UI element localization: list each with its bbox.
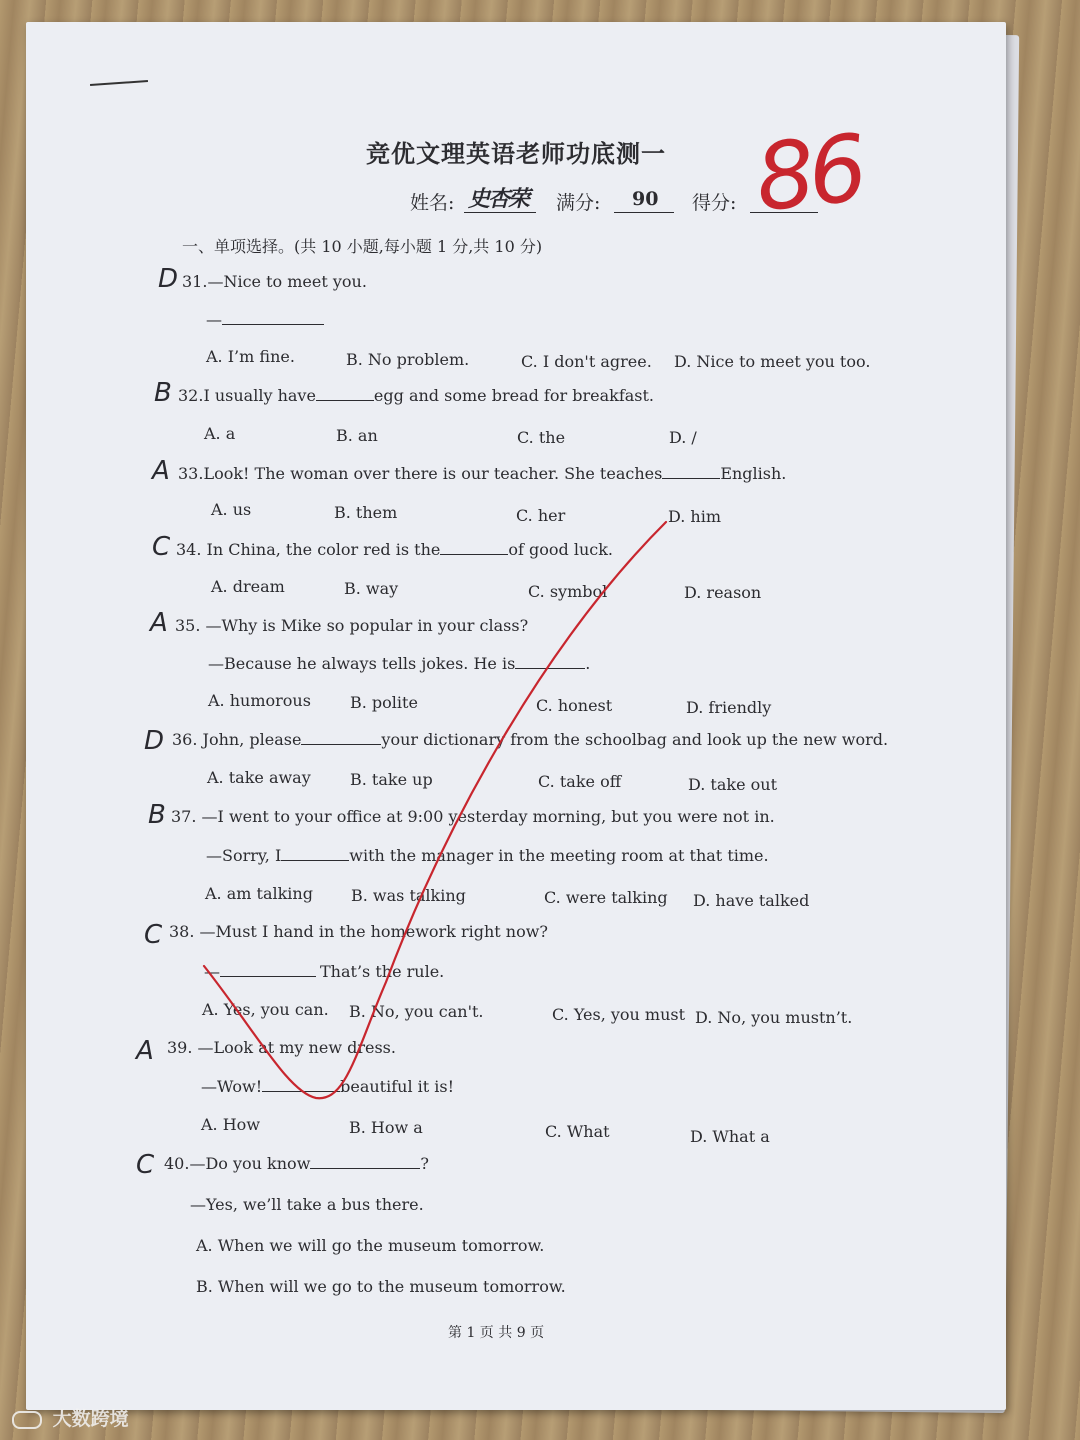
q39-option-b: B. How a xyxy=(349,1118,423,1137)
q38-option-b: B. No, you can't. xyxy=(349,1002,484,1021)
question-37-reply: —Sorry, I with the manager in the meeting room at that time. xyxy=(206,846,769,865)
name-label: 姓名: xyxy=(410,192,455,214)
q35-option-c: C. honest xyxy=(536,696,613,715)
q32-option-a: A. a xyxy=(204,424,236,443)
handwritten-name: 史杏荣 xyxy=(468,187,529,212)
handwritten-answer-38: C xyxy=(144,920,163,950)
q31-option-b: B. No problem. xyxy=(346,350,470,369)
q37-option-b: B. was talking xyxy=(351,886,466,905)
watermark-logo-icon xyxy=(12,1411,42,1429)
question-40-reply: —Yes, we’ll take a bus there. xyxy=(190,1195,424,1214)
q39-option-d: D. What a xyxy=(690,1127,770,1146)
q34-option-b: B. way xyxy=(344,579,399,598)
question-39-reply: —Wow! beautiful it is! xyxy=(201,1077,455,1096)
question-39-stem: 39. —Look at my new dress. xyxy=(167,1038,396,1057)
q33-option-c: C. her xyxy=(516,506,566,525)
section-heading: 一、单项选择。(共 10 小题,每小题 1 分,共 10 分) xyxy=(182,237,543,256)
handwritten-answer-31: D xyxy=(158,264,179,294)
q37-option-c: C. were talking xyxy=(544,888,668,907)
q37-option-d: D. have talked xyxy=(693,891,810,910)
q33-option-b: B. them xyxy=(334,503,398,522)
question-38-reply: — That’s the rule. xyxy=(204,962,445,981)
q31-option-a: A. I’m fine. xyxy=(206,347,295,366)
question-31-reply: — xyxy=(206,310,324,329)
question-36-stem: 36. John, please your dictionary from the schoolbag and look up the new word. xyxy=(172,730,889,749)
q33-option-a: A. us xyxy=(211,500,252,519)
handwritten-answer-33: A xyxy=(152,456,170,486)
full-score-label: 满分: xyxy=(556,192,601,214)
q37-option-a: A. am talking xyxy=(205,884,313,903)
question-31-stem: 31.—Nice to meet you. xyxy=(182,272,367,291)
q31-option-d: D. Nice to meet you too. xyxy=(674,352,871,371)
exam-paper xyxy=(26,22,1006,1410)
question-33-stem: 33.Look! The woman over there is our teacher. She teaches English. xyxy=(178,464,787,483)
q35-option-d: D. friendly xyxy=(686,698,772,717)
question-40-stem: 40.—Do you know ? xyxy=(164,1154,429,1173)
q36-option-a: A. take away xyxy=(207,768,311,787)
paper-title: 竞优文理英语老师功底测一 xyxy=(366,139,666,168)
q33-option-d: D. him xyxy=(668,507,722,526)
page-footer: 第 1 页 共 9 页 xyxy=(448,1325,545,1341)
q38-option-a: A. Yes, you can. xyxy=(202,1000,329,1019)
q38-option-c: C. Yes, you must xyxy=(552,1005,686,1024)
question-37-stem: 37. —I went to your office at 9:00 yesterday morning, but you were not in. xyxy=(171,807,775,826)
q38-option-d: D. No, you mustn’t. xyxy=(695,1008,853,1027)
handwritten-answer-32: B xyxy=(154,378,172,408)
question-34-stem: 34. In China, the color red is the of good luck. xyxy=(176,540,613,559)
q36-option-d: D. take out xyxy=(688,775,778,794)
handwritten-answer-37: B xyxy=(148,800,166,830)
question-32-stem: 32.I usually have egg and some bread for breakfast. xyxy=(178,386,654,405)
full-score-value: 90 xyxy=(632,188,659,210)
question-35-reply: —Because he always tells jokes. He is . xyxy=(208,654,591,673)
question-38-stem: 38. —Must I hand in the homework right now? xyxy=(169,922,548,941)
q34-option-a: A. dream xyxy=(211,577,285,596)
q32-option-c: C. the xyxy=(517,428,566,447)
red-check-mark-icon xyxy=(26,22,1006,1410)
q35-option-a: A. humorous xyxy=(208,691,311,710)
q32-option-b: B. an xyxy=(336,426,378,445)
score-label: 得分: xyxy=(692,192,737,214)
watermark xyxy=(12,1404,129,1431)
q40-option-a: A. When we will go the museum tomorrow. xyxy=(196,1236,545,1255)
q40-option-b: B. When will we go to the museum tomorrow. xyxy=(196,1277,566,1296)
handwritten-answer-39: A xyxy=(136,1036,154,1066)
question-35-stem: 35. —Why is Mike so popular in your class? xyxy=(175,616,529,635)
watermark-text: 大数跨境 xyxy=(52,1408,129,1430)
handwritten-answer-35: A xyxy=(150,608,168,638)
q39-option-c: C. What xyxy=(545,1122,610,1141)
q31-option-c: C. I don't agree. xyxy=(521,352,652,371)
q36-option-c: C. take off xyxy=(538,772,622,791)
q39-option-a: A. How xyxy=(201,1115,261,1134)
red-score-mark: 86 xyxy=(750,114,867,233)
q32-option-d: D. / xyxy=(669,428,697,447)
handwritten-answer-36: D xyxy=(144,726,165,756)
q35-option-b: B. polite xyxy=(350,693,418,712)
handwritten-answer-34: C xyxy=(152,532,171,562)
handwritten-answer-40: C xyxy=(136,1150,155,1180)
q34-option-d: D. reason xyxy=(684,583,762,602)
q36-option-b: B. take up xyxy=(350,770,433,789)
q34-option-c: C. symbol xyxy=(528,582,608,601)
